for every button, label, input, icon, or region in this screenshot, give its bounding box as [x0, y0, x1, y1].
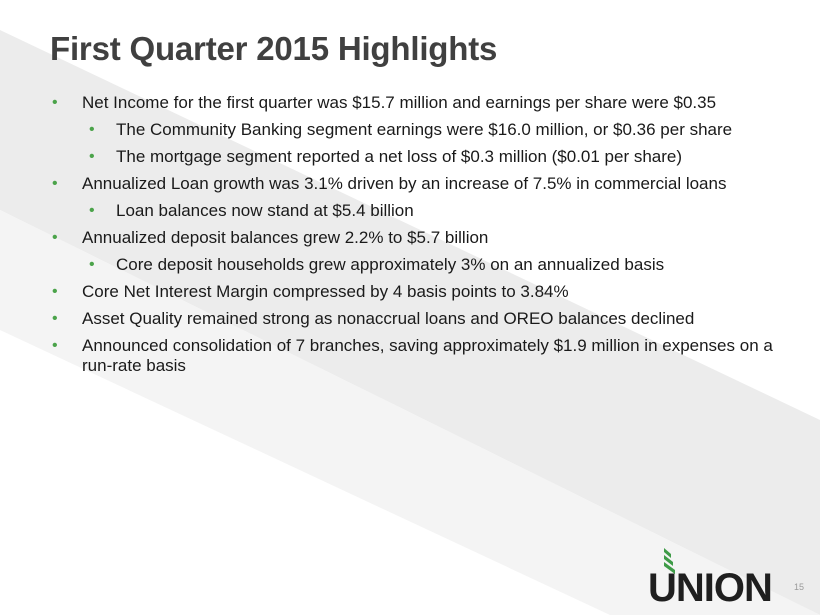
bullet-dot-icon: • — [52, 283, 58, 300]
bullet-dot-icon: • — [52, 229, 58, 246]
union-logo — [648, 550, 788, 610]
bullet-dot-icon: • — [89, 202, 95, 219]
bullet-text: The mortgage segment reported a net loss of $0.3 million ($0.01 per share) — [116, 147, 683, 166]
bullet-item — [48, 336, 778, 376]
bullet-dot-icon: • — [52, 94, 58, 111]
bullet-item — [48, 282, 778, 302]
bullet-item — [48, 228, 778, 248]
bullet-text: Announced consolidation of 7 branches, saving approximately $1.9 million in expenses on a run-rate basis — [82, 336, 773, 375]
bullet-dot-icon: • — [89, 121, 95, 138]
bullet-text: Annualized deposit balances grew 2.2% to $5.7 billion — [82, 228, 489, 247]
bullet-text: Core Net Interest Margin compressed by 4 basis points to 3.84% — [82, 282, 569, 301]
bullet-dot-icon: • — [52, 175, 58, 192]
sub-bullet-item — [48, 120, 778, 140]
bullet-item — [48, 309, 778, 329]
slide-title: First Quarter 2015 Highlights — [50, 30, 498, 67]
bullet-text: Asset Quality remained strong as nonaccrual loans and OREO balances declined — [82, 309, 695, 328]
bullet-text: Net Income for the first quarter was $15.7 million and earnings per share were $0.35 — [82, 93, 717, 112]
bullet-item — [48, 93, 778, 113]
bullet-dot-icon: • — [89, 256, 95, 273]
bullet-text: Annualized Loan growth was 3.1% driven by an increase of 7.5% in commercial loans — [82, 174, 727, 193]
bullet-dot-icon: • — [52, 310, 58, 327]
sub-bullet-item — [48, 147, 778, 167]
bullet-list — [48, 93, 778, 383]
sub-bullet-item — [48, 201, 778, 221]
sub-bullet-item — [48, 255, 778, 275]
bullet-text: Loan balances now stand at $5.4 billion — [116, 201, 414, 220]
bullet-item — [48, 174, 778, 194]
page-number: 15 — [794, 582, 805, 592]
logo-wordmark: UNION — [648, 566, 772, 610]
bullet-text: Core deposit households grew approximately 3% on an annualized basis — [116, 255, 665, 274]
bullet-dot-icon: • — [52, 337, 58, 354]
bullet-text: The Community Banking segment earnings were $16.0 million, or $0.36 per share — [116, 120, 733, 139]
bullet-dot-icon: • — [89, 148, 95, 165]
